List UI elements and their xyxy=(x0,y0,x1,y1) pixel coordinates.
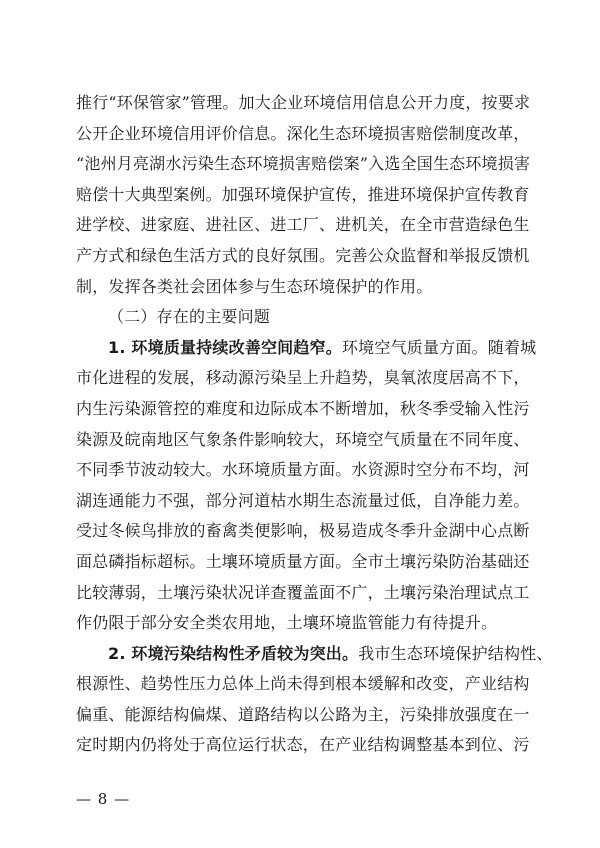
page-number: — 8 — xyxy=(76,790,131,808)
body-text xyxy=(76,88,553,761)
paragraph-line: “池州月亮湖水污染生态环境损害赔偿案”入选全国生态环境损害 xyxy=(76,154,531,174)
numbered-lead: 2. 环境污染结构性矛盾较为突出。 xyxy=(108,643,359,663)
paragraph-line: 内生污染源管控的难度和边际成本不断增加，秋冬季受输入性污 xyxy=(76,398,530,418)
paragraph-line: 面总磷指标超标。土壤环境质量方面。全市土壤污染防治基础还 xyxy=(76,551,530,571)
paragraph-line: 染源及皖南地区气象条件影响较大，环境空气质量在不同年度、 xyxy=(76,429,530,449)
paragraph-line: 偏重、能源结构偏煤、道路结构以公路为主，污染排放强度在一 xyxy=(76,704,530,724)
paragraph-line: 市化进程的发展，移动源污染呈上升趋势，臭氧浓度居高不下， xyxy=(76,368,530,388)
paragraph-line: 定时期内仍将处于高位运行状态，在产业结构调整基本到位、污 xyxy=(76,735,530,755)
numbered-lead: 1. 环境质量持续改善空间趋窄。 xyxy=(108,337,342,357)
paragraph-line: 比较薄弱，土壤污染状况详查覆盖面不广，土壤污染治理试点工 xyxy=(76,582,530,602)
paragraph-line: 赔偿十大典型案例。加强环境保护宣传，推进环境保护宣传教育 xyxy=(76,184,530,204)
paragraph-first-line xyxy=(76,333,537,364)
paragraph-text: 我市生态环境保护结构性、 xyxy=(358,643,553,663)
paragraph-line: 制，发挥各类社会团体参与生态环境保护的作用。 xyxy=(76,276,433,296)
paragraph-line: 湖连通能力不强，部分河道枯水期生态流量过低，自净能力差。 xyxy=(76,490,530,510)
paragraph-first-line xyxy=(76,639,553,670)
paragraph-line: 产方式和绿色生活方式的良好氛围。完善公众监督和举报反馈机 xyxy=(76,245,530,265)
paragraph-line: 进学校、进家庭、进社区、进工厂、进机关，在全市营造绿色生 xyxy=(76,215,530,235)
section-heading-text: （二）存在的主要问题 xyxy=(108,307,271,327)
paragraph-line: 公开企业环境信用评价信息。深化生态环境损害赔偿制度改革， xyxy=(76,123,530,143)
paragraph-line: 不同季节波动较大。水环境质量方面。水资源时空分布不均，河 xyxy=(76,460,530,480)
paragraph-line: 根源性、趋势性压力总体上尚未得到根本缓解和改变，产业结构 xyxy=(76,674,530,694)
paragraph-text: 环境空气质量方面。随着城 xyxy=(341,337,537,357)
paragraph-line: 受过冬候鸟排放的畜禽类便影响，极易造成冬季升金湖中心点断 xyxy=(76,521,530,541)
section-heading xyxy=(76,302,524,333)
paragraph-line: 作仍限于部分安全类农用地，土壤环境监管能力有待提升。 xyxy=(76,613,498,633)
paragraph-line: 推行“环保管家”管理。加大企业环境信用信息公开力度，按要求 xyxy=(76,93,531,112)
